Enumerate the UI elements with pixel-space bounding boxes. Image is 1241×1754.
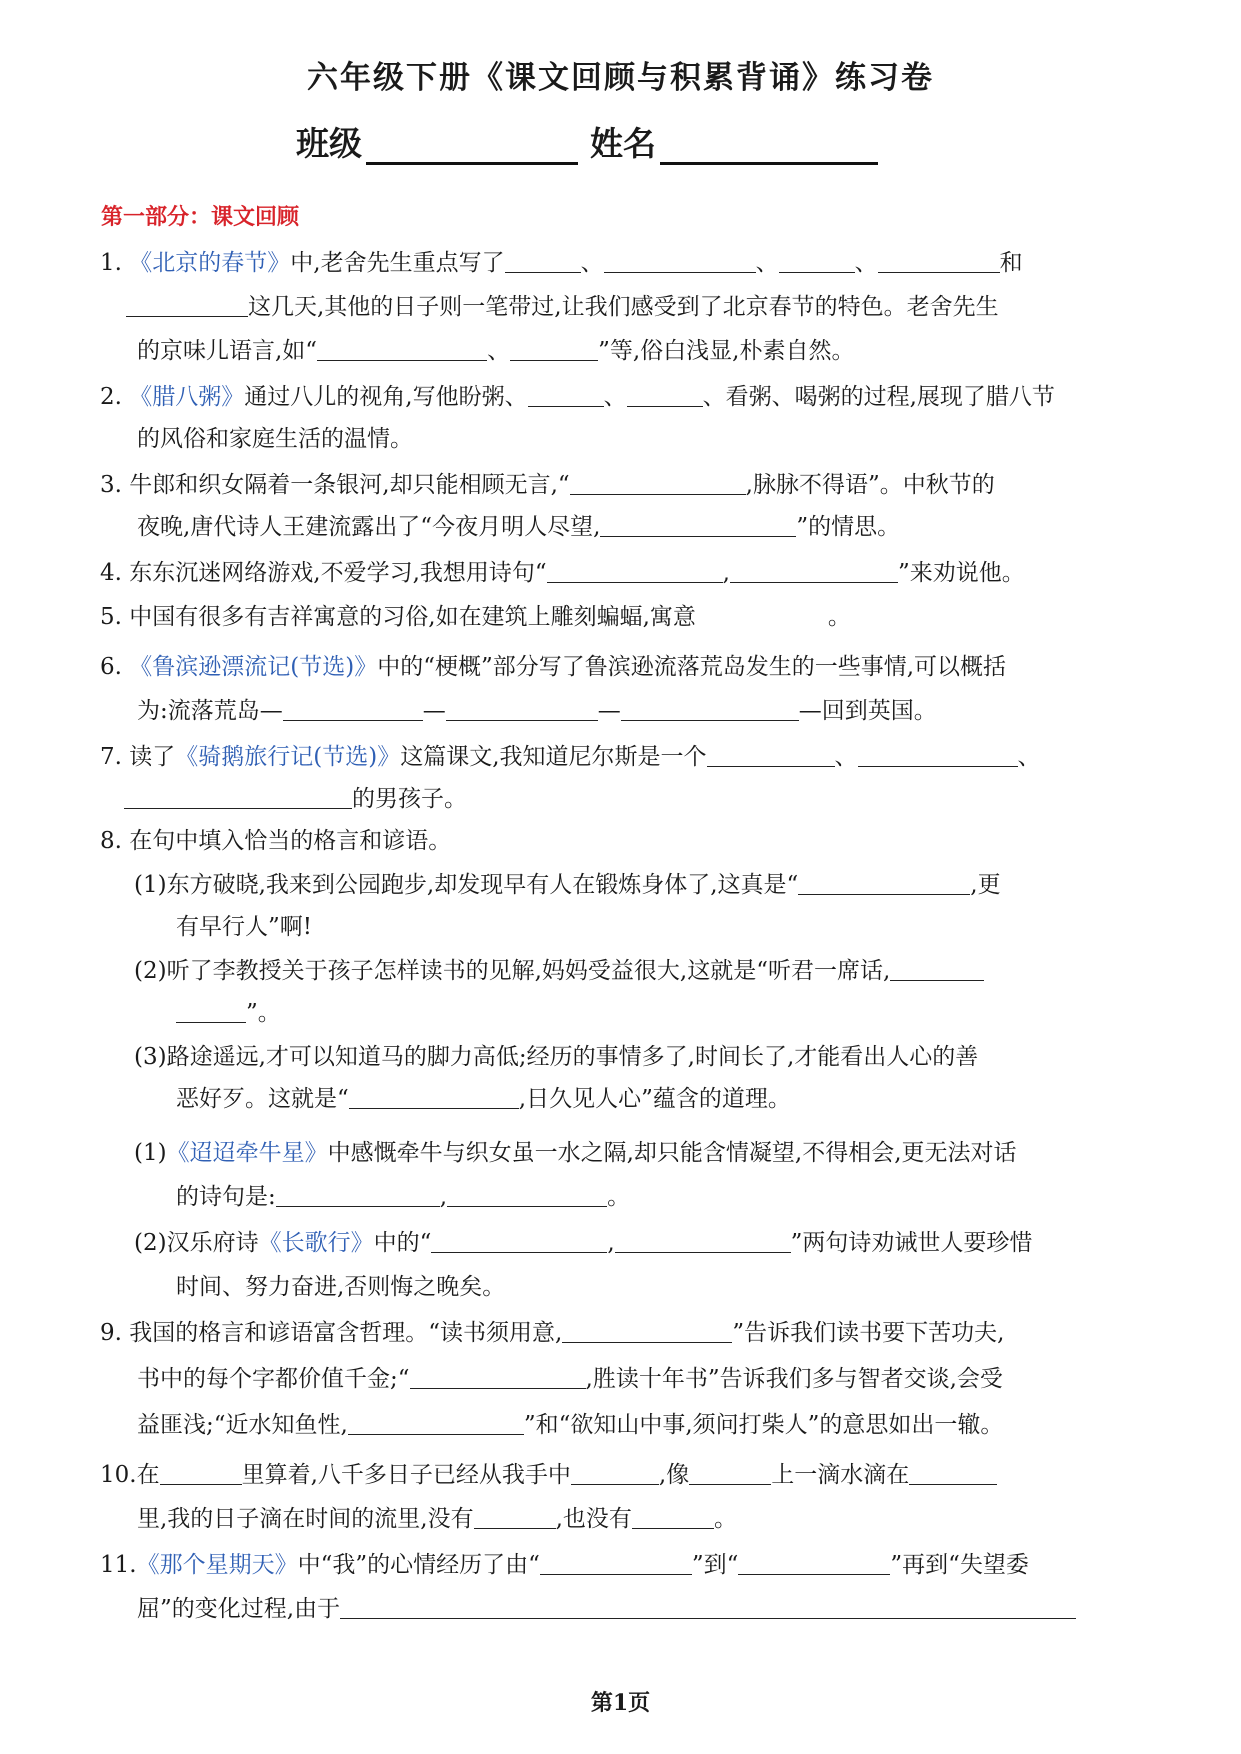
question-text: ”告诉我们读书要下苦功夫, <box>732 1320 1005 1346</box>
question-9-line-2 <box>137 1364 1003 1394</box>
question-text: 、 <box>1017 744 1041 770</box>
name-label: 姓名 <box>590 124 656 163</box>
question-text: 中“我”的心情经历了由“ <box>297 1552 540 1578</box>
question-text: ,胜读十年书”告诉我们多与智者交谈,会受 <box>585 1366 1003 1392</box>
question-text: — <box>422 698 446 724</box>
page-number: 第1页 <box>590 1690 651 1716</box>
question-1-line-2 <box>126 292 999 322</box>
question-8-sub-1 <box>134 870 1001 900</box>
question-text: 牛郎和织女隔着一条银河,却只能相顾无言,“ <box>129 472 570 498</box>
book-title: 《迢迢牵牛星》 <box>166 1140 328 1166</box>
question-number: 2. <box>100 384 122 410</box>
answer-blank[interactable] <box>909 1462 997 1485</box>
question-text: 我国的格言和谚语富含哲理。“读书须用意, <box>129 1320 563 1346</box>
answer-blank[interactable] <box>160 1462 242 1485</box>
answer-blank[interactable] <box>348 1412 524 1435</box>
answer-blank[interactable] <box>571 1462 659 1485</box>
question-text: 的京味儿语言,如“ <box>137 338 318 364</box>
question-4-line-1 <box>100 558 1025 588</box>
question-text: 、 <box>603 384 627 410</box>
book-title: 《腊八粥》 <box>129 384 245 410</box>
question-text: 时间、努力奋进,否则悔之晚矣。 <box>176 1274 506 1300</box>
answer-blank[interactable] <box>176 1000 246 1023</box>
question-number: 5. <box>100 604 122 630</box>
question-text: 在 <box>136 1462 160 1488</box>
answer-blank[interactable] <box>689 1462 771 1485</box>
name-field[interactable] <box>660 128 878 165</box>
question-text: 读了 <box>129 744 176 770</box>
question-text: (3)路途遥远,才可以知道马的脚力高低;经历的事情多了,时间长了,才能看出人心的善 <box>134 1044 979 1070</box>
answer-blank[interactable] <box>632 1506 714 1529</box>
question-10-line-2 <box>137 1504 737 1534</box>
question-text: ”等,俗白浅显,朴素自然。 <box>598 338 855 364</box>
answer-blank[interactable] <box>738 1552 890 1575</box>
question-8-sub-2-cont <box>176 998 281 1028</box>
question-number: 1. <box>100 250 122 276</box>
question-8-sub-3-cont <box>176 1084 791 1114</box>
question-text: 屈”的变化过程,由于 <box>137 1596 341 1622</box>
question-text: ,像 <box>658 1462 690 1488</box>
question-7-line-1 <box>100 742 1041 772</box>
question-text: ”的情思。 <box>796 514 901 540</box>
question-text: 中感慨牵牛与织女虽一水之隔,却只能含情凝望,不得相会,更无法对话 <box>327 1140 1017 1166</box>
question-text: 恶好歹。这就是“ <box>176 1086 349 1112</box>
question-text: 。 <box>607 1184 631 1210</box>
question-text: 书中的每个字都价值千金;“ <box>137 1366 410 1392</box>
answer-blank[interactable] <box>528 384 604 407</box>
question-3-line-1 <box>100 470 995 500</box>
answer-blank[interactable] <box>730 560 898 583</box>
question-text: , <box>439 1184 448 1210</box>
answer-blank[interactable] <box>283 698 423 721</box>
question-7-line-2 <box>124 784 467 814</box>
question-6-line-1 <box>100 652 1006 682</box>
question-6-line-2 <box>137 696 937 726</box>
question-9-line-3 <box>137 1410 1003 1440</box>
answer-blank[interactable] <box>431 1230 607 1253</box>
class-label: 班级 <box>296 124 362 163</box>
answer-blank[interactable] <box>349 1086 519 1109</box>
question-text: 这几天,其他的日子则一笔带过,让我们感受到了北京春节的特色。老舍先生 <box>248 294 999 320</box>
question-number: 3. <box>100 472 122 498</box>
question-text: (1) <box>134 1140 167 1166</box>
question-number: 10. <box>100 1462 137 1488</box>
question-text: (2)汉乐府诗 <box>134 1230 259 1256</box>
question-text: 、 <box>580 250 604 276</box>
answer-blank[interactable] <box>340 1596 1076 1619</box>
answer-blank[interactable] <box>510 338 598 361</box>
book-title: 《长歌行》 <box>258 1230 374 1256</box>
answer-blank[interactable] <box>447 1184 607 1207</box>
answer-blank[interactable] <box>562 1320 732 1343</box>
answer-blank[interactable] <box>474 1506 556 1529</box>
question-5-line-1 <box>100 602 851 632</box>
question-text: 中国有很多有吉祥寓意的习俗,如在建筑上雕刻蝙蝠,寓意 <box>129 604 696 630</box>
class-field[interactable] <box>366 128 578 165</box>
book-title: 《那个星期天》 <box>136 1552 298 1578</box>
answer-blank[interactable] <box>317 338 487 361</box>
answer-blank[interactable] <box>276 1184 440 1207</box>
book-title: 《鲁滨逊漂流记(节选)》 <box>129 654 378 680</box>
question-text: 的男孩子。 <box>352 786 467 812</box>
question-text: 。 <box>827 604 851 630</box>
question-text: 有早行人”啊! <box>176 914 313 940</box>
answer-blank[interactable] <box>600 514 796 537</box>
question-number: 8. <box>100 828 122 854</box>
question-text: 的风俗和家庭生活的温情。 <box>137 426 413 452</box>
question-number: 4. <box>100 560 122 586</box>
question-text: (1)东方破晓,我来到公园跑步,却发现早有人在锻炼身体了,这真是“ <box>134 872 799 898</box>
question-8-sub-2 <box>134 956 984 986</box>
answer-blank[interactable] <box>124 786 352 809</box>
answer-blank[interactable] <box>696 604 828 627</box>
question-1-line-1 <box>100 248 1023 278</box>
question-text: —回到英国。 <box>798 698 937 724</box>
question-text: 东东沉迷网络游戏,不爱学习,我想用诗句“ <box>129 560 547 586</box>
question-text: 的诗句是: <box>176 1184 276 1210</box>
question-text: 上一滴水滴在 <box>771 1462 910 1488</box>
question-2-line-2 <box>137 424 413 454</box>
question-text: (2)听了李教授关于孩子怎样读书的见解,妈妈受益很大,这就是“听君一席话, <box>134 958 891 984</box>
answer-blank[interactable] <box>126 294 248 317</box>
question-text: 在句中填入恰当的格言和谚语。 <box>129 828 452 854</box>
answer-blank[interactable] <box>627 384 703 407</box>
question-text: ,脉脉不得语”。中秋节的 <box>745 472 995 498</box>
question-11-line-1 <box>100 1550 1029 1580</box>
answer-blank[interactable] <box>547 560 723 583</box>
question-number: 9. <box>100 1320 122 1346</box>
answer-blank[interactable] <box>505 250 581 273</box>
question-text: ”。 <box>246 1000 281 1026</box>
question-text: 夜晚,唐代诗人王建流露出了“今夜月明人尽望, <box>137 514 601 540</box>
question-text: , <box>722 560 730 586</box>
answer-blank[interactable] <box>540 1552 692 1575</box>
question-text: 中的“ <box>373 1230 432 1256</box>
question-text: ”来劝说他。 <box>897 560 1025 586</box>
question-text: , <box>607 1230 615 1256</box>
question-text: 为:流落荒岛— <box>137 698 283 724</box>
question-2-line-1 <box>100 382 1055 412</box>
answer-blank[interactable] <box>604 250 756 273</box>
question-11-line-2 <box>137 1594 1076 1624</box>
answer-blank[interactable] <box>878 250 1000 273</box>
question-text: 、看粥、喝粥的过程,展现了腊八节 <box>702 384 1055 410</box>
question-number: 6. <box>100 654 122 680</box>
question-text: ”两句诗劝诫世人要珍惜 <box>790 1230 1033 1256</box>
question-8-line-1 <box>100 826 451 856</box>
question-8-sub-1-cont <box>176 912 312 942</box>
question-8-sub-4-cont <box>176 1182 630 1212</box>
answer-blank[interactable] <box>570 472 746 495</box>
class-name-line <box>296 118 890 165</box>
answer-blank[interactable] <box>707 744 835 767</box>
page-title: 六年级下册《课文回顾与积累背诵》练习卷 <box>307 60 934 96</box>
answer-blank[interactable] <box>858 744 1018 767</box>
answer-blank[interactable] <box>410 1366 586 1389</box>
question-text: 中,老舍先生重点写了 <box>290 250 505 276</box>
question-number: 11. <box>100 1552 137 1578</box>
question-8-sub-3 <box>134 1042 978 1072</box>
question-text: 、 <box>487 338 511 364</box>
question-text: 、 <box>755 250 779 276</box>
question-text: — <box>597 698 621 724</box>
answer-blank[interactable] <box>890 958 984 981</box>
question-text: 益匪浅;“近水知鱼性, <box>137 1412 348 1438</box>
question-text: ,更 <box>970 872 1001 898</box>
section-heading: 第一部分：课文回顾 <box>101 204 300 230</box>
question-text: 里算着,八千多日子已经从我手中 <box>241 1462 571 1488</box>
question-text: 这篇课文,我知道尼尔斯是一个 <box>400 744 707 770</box>
question-8-sub-5-cont <box>176 1272 505 1302</box>
question-8-sub-4 <box>134 1138 1017 1168</box>
question-3-line-2 <box>137 512 900 542</box>
question-text: 里,我的日子滴在时间的流里,没有 <box>137 1506 474 1532</box>
question-text: 。 <box>713 1506 737 1532</box>
answer-blank[interactable] <box>446 698 598 721</box>
question-text: 、 <box>854 250 878 276</box>
question-text: ,也没有 <box>555 1506 632 1532</box>
question-text: ”和“欲知山中事,须问打柴人”的意思如出一辙。 <box>523 1412 1004 1438</box>
question-text: 通过八儿的视角,写他盼粥、 <box>244 384 528 410</box>
answer-blank[interactable] <box>621 698 799 721</box>
question-number: 7. <box>100 744 122 770</box>
question-1-line-3 <box>137 336 854 366</box>
question-text: ”再到“失望委 <box>890 1552 1029 1578</box>
question-8-sub-5 <box>134 1228 1032 1258</box>
question-10-line-1 <box>100 1460 997 1490</box>
book-title: 《骑鹅旅行记(节选)》 <box>175 744 401 770</box>
question-text: 、 <box>834 744 858 770</box>
question-text: ”到“ <box>691 1552 739 1578</box>
answer-blank[interactable] <box>798 872 970 895</box>
question-text: 和 <box>999 250 1023 276</box>
question-9-line-1 <box>100 1318 1004 1348</box>
book-title: 《北京的春节》 <box>129 250 291 276</box>
answer-blank[interactable] <box>615 1230 791 1253</box>
question-text: ,日久见人心”蕴含的道理。 <box>518 1086 791 1112</box>
question-text: 中的“梗概”部分写了鲁滨逊流落荒岛发生的一些事情,可以概括 <box>377 654 1007 680</box>
answer-blank[interactable] <box>779 250 855 273</box>
